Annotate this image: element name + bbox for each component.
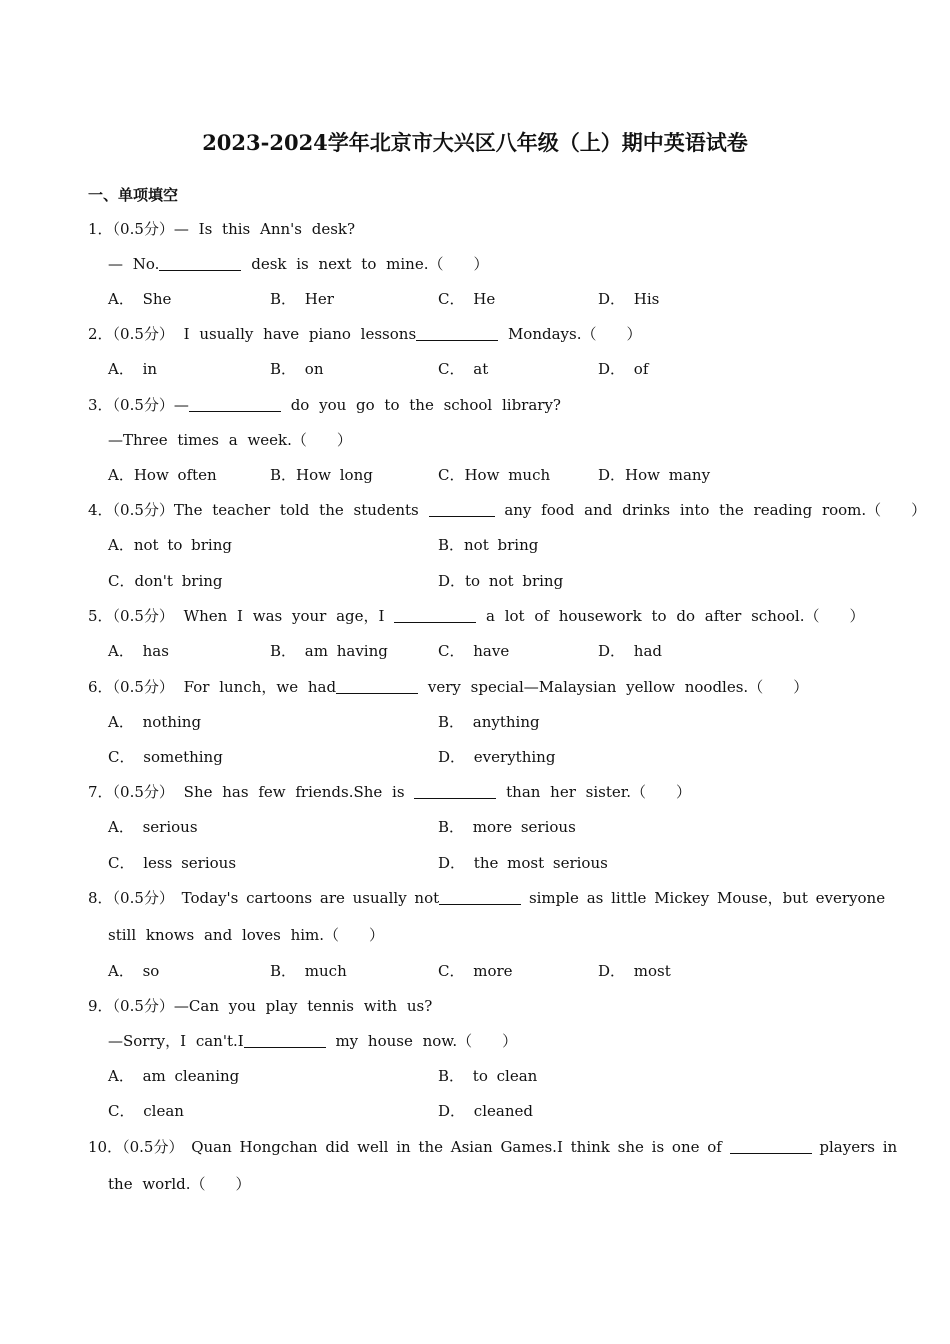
option-d[interactable]: D．How many bbox=[598, 466, 711, 484]
question-text: — No. bbox=[108, 255, 160, 273]
option-a[interactable]: A． serious bbox=[108, 818, 198, 836]
option-c[interactable]: C．don't bring bbox=[108, 572, 223, 590]
option-b[interactable]: B．not bring bbox=[438, 536, 539, 554]
question-text: a lot of housework to do after school.（ ） bbox=[486, 607, 865, 625]
answer-blank[interactable] bbox=[416, 326, 498, 341]
question-text: Mondays.（ ） bbox=[507, 325, 642, 343]
option-a[interactable]: A． so bbox=[108, 962, 160, 980]
question-3 bbox=[88, 394, 561, 415]
option-a[interactable]: A． in bbox=[108, 360, 158, 378]
question-10-line2: the world.（ ） bbox=[108, 1175, 251, 1193]
option-d[interactable]: D． most bbox=[598, 962, 671, 980]
option-c[interactable]: C． at bbox=[438, 360, 489, 378]
question-text: than her sister.（ ） bbox=[506, 783, 692, 801]
question-7 bbox=[88, 781, 691, 802]
question-text: desk is next to mine.（ ） bbox=[251, 255, 489, 273]
question-6 bbox=[88, 676, 808, 697]
option-d[interactable]: D．to not bring bbox=[438, 572, 564, 590]
question-text: —Sorry，I can't.I bbox=[108, 1032, 244, 1050]
answer-blank[interactable] bbox=[429, 502, 495, 517]
option-b[interactable]: B． Her bbox=[270, 290, 334, 308]
question-9-line2 bbox=[108, 1030, 517, 1051]
option-d[interactable]: D． of bbox=[598, 360, 649, 378]
question-8 bbox=[88, 887, 885, 908]
question-text: any food and drinks into the reading room.（ ） bbox=[504, 501, 927, 519]
option-c[interactable]: C． more bbox=[438, 962, 513, 980]
answer-blank[interactable] bbox=[189, 397, 281, 412]
option-b[interactable]: B． on bbox=[270, 360, 324, 378]
question-1 bbox=[88, 218, 355, 239]
option-b[interactable]: B．How long bbox=[270, 466, 373, 484]
question-text: 10．（0.5分） Quan Hongchan did well in the Asian Games.I think she is one of bbox=[88, 1138, 722, 1156]
answer-blank[interactable] bbox=[414, 784, 496, 799]
option-b[interactable]: B． am having bbox=[270, 642, 388, 660]
question-text: 3．（0.5分）— bbox=[88, 396, 189, 414]
option-d[interactable]: D． the most serious bbox=[438, 854, 608, 872]
question-text: very special—Malaysian yellow noodles.（ ） bbox=[427, 678, 809, 696]
question-5 bbox=[88, 605, 864, 626]
question-text: 4．（0.5分）The teacher told the students bbox=[88, 501, 419, 519]
option-c[interactable]: C． have bbox=[438, 642, 510, 660]
option-d[interactable]: D． cleaned bbox=[438, 1102, 533, 1120]
option-a[interactable]: A．How often bbox=[108, 466, 217, 484]
option-a[interactable]: A． has bbox=[108, 642, 169, 660]
answer-blank[interactable] bbox=[159, 256, 241, 271]
option-a[interactable]: A． am cleaning bbox=[108, 1067, 240, 1085]
question-text: 8．（0.5分） Today's cartoons are usually not bbox=[88, 889, 440, 907]
question-text: 7．（0.5分） She has few friends.She is bbox=[88, 783, 405, 801]
question-text: 2．（0.5分） I usually have piano lessons bbox=[88, 325, 417, 343]
answer-blank[interactable] bbox=[394, 608, 476, 623]
answer-blank[interactable] bbox=[244, 1033, 326, 1048]
question-1-line2 bbox=[108, 253, 488, 274]
option-c[interactable]: C． He bbox=[438, 290, 496, 308]
section-heading: 一、单项填空 bbox=[88, 186, 179, 204]
answer-blank[interactable] bbox=[439, 890, 521, 905]
option-b[interactable]: B． much bbox=[270, 962, 347, 980]
page-title: 2023-2024学年北京市大兴区八年级（上）期中英语试卷 bbox=[202, 130, 748, 155]
question-text: my house now.（ ） bbox=[335, 1032, 518, 1050]
option-b[interactable]: B． anything bbox=[438, 713, 540, 731]
option-c[interactable]: C． less serious bbox=[108, 854, 237, 872]
question-text: do you go to the school library? bbox=[290, 396, 561, 414]
option-c[interactable]: C． something bbox=[108, 748, 223, 766]
question-2 bbox=[88, 323, 641, 344]
question-text: 9．（0.5分）—Can you play tennis with us? bbox=[88, 997, 433, 1015]
question-8-line2: still knows and loves him.（ ） bbox=[108, 926, 385, 944]
question-text: 6．（0.5分） For lunch，we had bbox=[88, 678, 337, 696]
option-d[interactable]: D． had bbox=[598, 642, 663, 660]
option-b[interactable]: B． to clean bbox=[438, 1067, 538, 1085]
question-text: 5．（0.5分） When I was your age，I bbox=[88, 607, 385, 625]
question-text: players in bbox=[819, 1138, 898, 1156]
option-d[interactable]: D． everything bbox=[438, 748, 556, 766]
question-10 bbox=[88, 1136, 897, 1157]
option-a[interactable]: A． She bbox=[108, 290, 172, 308]
question-4 bbox=[88, 499, 926, 520]
answer-blank[interactable] bbox=[336, 679, 418, 694]
question-9 bbox=[88, 995, 432, 1016]
question-text: 1．（0.5分）— Is this Ann's desk? bbox=[88, 220, 356, 238]
option-c[interactable]: C．How much bbox=[438, 466, 551, 484]
option-d[interactable]: D． His bbox=[598, 290, 660, 308]
option-c[interactable]: C． clean bbox=[108, 1102, 184, 1120]
question-3-line2: —Three times a week.（ ） bbox=[108, 431, 352, 449]
answer-blank[interactable] bbox=[730, 1139, 812, 1154]
option-b[interactable]: B． more serious bbox=[438, 818, 576, 836]
question-text: simple as little Mickey Mouse，but everyone bbox=[528, 889, 886, 907]
option-a[interactable]: A．not to bring bbox=[108, 536, 232, 554]
option-a[interactable]: A． nothing bbox=[108, 713, 202, 731]
